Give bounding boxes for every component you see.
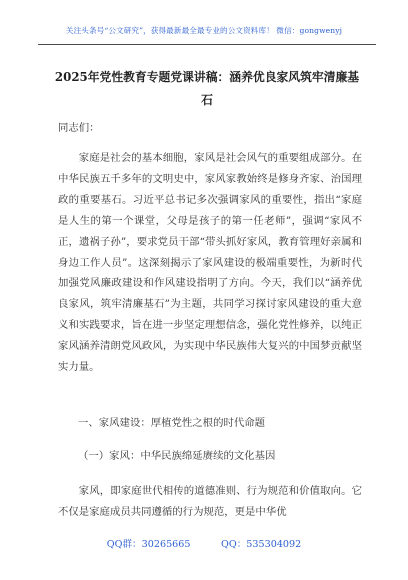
header-divider	[38, 44, 376, 45]
body-paragraph: 家庭是社会的基本细胞，家风是社会风气的重要组成部分。在中华民族五千多年的文明史中，家风家教始终是修身齐家、治国理政的重要基石。习近平总书记多次强调家风的重要性，指出“家庭是人生的第一个课堂，父母是孩子的第一任老师”，强调“家风不正，遗祸子孙”，要求党员干部“带头抓好家风，教育管理好亲属和身边工作人员”。这深刻揭示了家风建设的极端重要性，为新时代加强党风廉政建设和作风建设指明了方向。今天，我们以“涵养优良家风，筑牢清廉基石”为主题，共同学习探讨家风建设的重大意义和实践要求，旨在进一步坚定理想信念，强化党性修养，以纯正家风涵养清朗党风政风，为实现中华民族伟大复兴的中国梦贡献坚实力量。	[58, 152, 362, 374]
header-promo-note: 关注头条号“公文研究”，获得最新最全最专业的公文资料库！ 微信：gongwenyj	[65, 26, 343, 35]
body-paragraph: 家风，即家庭世代相传的道德准则、行为规范和价值取向。它不仅是家庭成员共同遵循的行为规范，更是中华优	[58, 485, 362, 518]
document-title: 2025年党性教育专题党课讲稿：涵养优良家风筑牢清廉基石	[54, 70, 360, 107]
footer-qq-group: QQ群：30265665	[106, 539, 191, 550]
subsection-heading: （一）家风：中华民族绵延赓续的文化基因	[78, 450, 276, 462]
footer-qq-number: QQ：535304092	[220, 539, 302, 550]
section-heading: 一、家风建设：厚植党性之根的时代命题	[78, 417, 266, 429]
salutation: 同志们：	[58, 122, 100, 134]
footer-contact	[0, 536, 408, 580]
